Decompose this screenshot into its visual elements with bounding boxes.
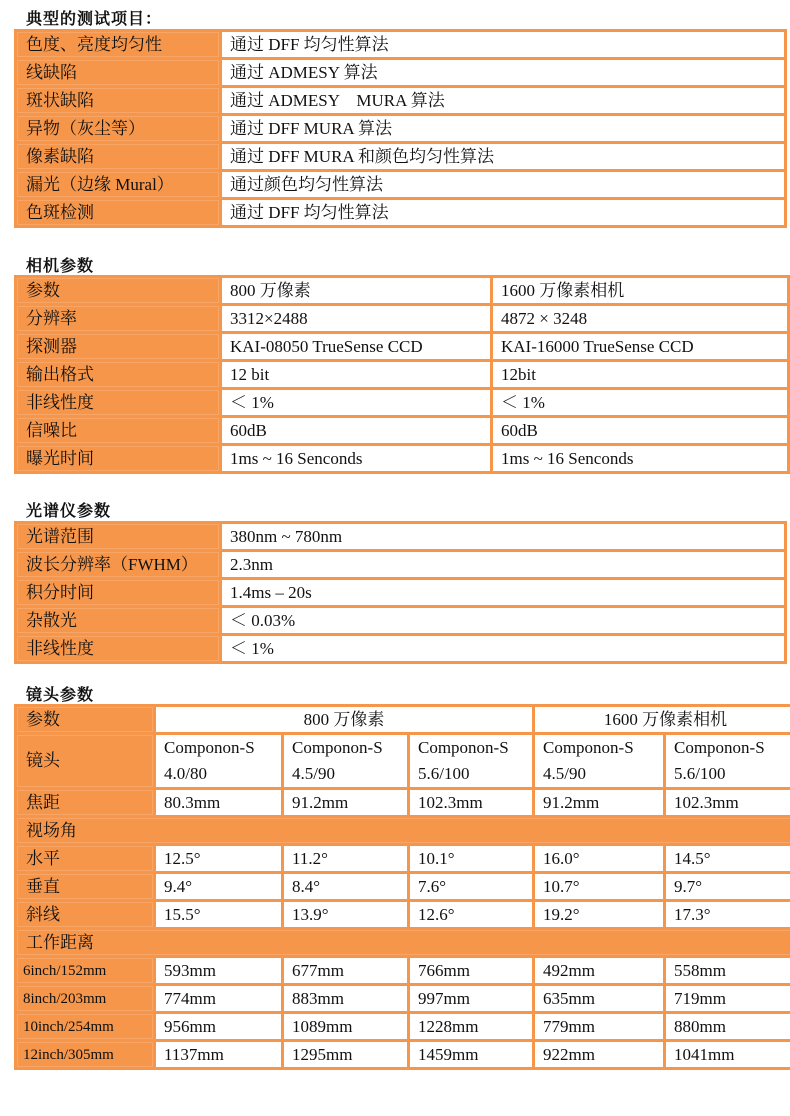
cell-line: 4.0/80 — [164, 764, 207, 783]
table-cell: 80.3mm — [156, 790, 281, 815]
section-header: 视场角 — [17, 818, 790, 843]
table-row — [17, 874, 790, 899]
table-cell: 10.1° — [410, 846, 532, 871]
table-row — [17, 902, 790, 927]
table-cell: 16.0° — [535, 846, 663, 871]
table-cell: 4872 × 3248 — [493, 306, 787, 331]
table-cell: 2.3nm — [222, 552, 784, 577]
row-label: 波长分辨率（FWHM） — [17, 552, 219, 577]
row-label: 曝光时间 — [17, 446, 219, 471]
table-cell: 11.2° — [284, 846, 407, 871]
row-label: 分辨率 — [17, 306, 219, 331]
table-row — [17, 1042, 790, 1067]
table-cell: ＜ 0.03% — [222, 608, 784, 633]
row-label: 杂散光 — [17, 608, 219, 633]
table-row — [17, 986, 790, 1011]
table-cell: 1.4ms – 20s — [222, 580, 784, 605]
table-cell: 774mm — [156, 986, 281, 1011]
table-row — [17, 1014, 790, 1039]
table-row — [17, 144, 784, 169]
table-cell: 通过颜色均匀性算法 — [222, 172, 784, 197]
row-label: 参数 — [17, 707, 153, 732]
row-label: 非线性度 — [17, 390, 219, 415]
table-cell: 通过 DFF 均匀性算法 — [222, 32, 784, 57]
table-cell: 91.2mm — [535, 790, 663, 815]
table-cell: 922mm — [535, 1042, 663, 1067]
table-cell: ＜ 1% — [222, 636, 784, 661]
row-label: 光谱范围 — [17, 524, 219, 549]
table-cell — [284, 735, 407, 787]
cell-line: Componon-S — [674, 738, 765, 757]
table-row — [17, 334, 787, 359]
camera-params-table — [14, 275, 790, 474]
table-cell: 1ms ~ 16 Senconds — [222, 446, 490, 471]
table-cell: 1ms ~ 16 Senconds — [493, 446, 787, 471]
table-cell: 779mm — [535, 1014, 663, 1039]
table-cell: 10.7° — [535, 874, 663, 899]
table-row — [17, 306, 787, 331]
table-cell: 12.5° — [156, 846, 281, 871]
table-cell: 60dB — [493, 418, 787, 443]
lens-params-title: 镜头参数 — [26, 685, 95, 704]
table-row — [17, 818, 790, 843]
table-cell: KAI-16000 TrueSense CCD — [493, 334, 787, 359]
cell-line: 5.6/100 — [418, 764, 470, 783]
cell-line: 4.5/90 — [543, 764, 586, 783]
table-cell: 通过 DFF MURA 算法 — [222, 116, 784, 141]
table-cell — [535, 735, 663, 787]
table-cell: KAI-08050 TrueSense CCD — [222, 334, 490, 359]
table-cell: 719mm — [666, 986, 790, 1011]
row-label: 水平 — [17, 846, 153, 871]
table-cell: 677mm — [284, 958, 407, 983]
table-cell: 14.5° — [666, 846, 790, 871]
cell-line: Componon-S — [543, 738, 634, 757]
table-cell: 956mm — [156, 1014, 281, 1039]
table-cell: 102.3mm — [410, 790, 532, 815]
table-cell: 102.3mm — [666, 790, 790, 815]
table-row — [17, 636, 784, 661]
table-cell: 1137mm — [156, 1042, 281, 1067]
table-row — [17, 88, 784, 113]
spectrometer-params-title: 光谱仪参数 — [26, 501, 112, 520]
table-cell: ＜ 1% — [222, 390, 490, 415]
table-cell: 766mm — [410, 958, 532, 983]
table-cell: 17.3° — [666, 902, 790, 927]
table-cell — [156, 735, 281, 787]
table-row — [17, 707, 790, 732]
table-cell: 1089mm — [284, 1014, 407, 1039]
table-cell: 通过 DFF MURA 和颜色均匀性算法 — [222, 144, 784, 169]
row-label: 6inch/152mm — [17, 958, 153, 983]
table-cell: 15.5° — [156, 902, 281, 927]
table-row — [17, 735, 790, 787]
table-cell: 380nm ~ 780nm — [222, 524, 784, 549]
table-row — [17, 608, 784, 633]
row-label: 漏光（边缘 Mural） — [17, 172, 219, 197]
table-cell: 7.6° — [410, 874, 532, 899]
table-row — [17, 116, 784, 141]
table-cell: 91.2mm — [284, 790, 407, 815]
row-label: 异物（灰尘等） — [17, 116, 219, 141]
table-cell: 通过 ADMESY MURA 算法 — [222, 88, 784, 113]
table-cell: 800 万像素 — [156, 707, 532, 732]
table-cell: 800 万像素 — [222, 278, 490, 303]
table-cell: 558mm — [666, 958, 790, 983]
table-cell: 12bit — [493, 362, 787, 387]
table-cell: 12 bit — [222, 362, 490, 387]
table-row — [17, 552, 784, 577]
table-cell: 1459mm — [410, 1042, 532, 1067]
table-row — [17, 846, 790, 871]
table-cell: 593mm — [156, 958, 281, 983]
table-cell: 883mm — [284, 986, 407, 1011]
row-label: 像素缺陷 — [17, 144, 219, 169]
camera-params-title: 相机参数 — [26, 256, 95, 275]
table-cell — [666, 735, 790, 787]
table-cell: 3312×2488 — [222, 306, 490, 331]
row-label: 非线性度 — [17, 636, 219, 661]
row-label: 镜头 — [17, 735, 153, 787]
row-label: 12inch/305mm — [17, 1042, 153, 1067]
section-header: 工作距离 — [17, 930, 790, 955]
cell-line: Componon-S — [292, 738, 383, 757]
table-cell: ＜ 1% — [493, 390, 787, 415]
table-row — [17, 958, 790, 983]
table-cell: 19.2° — [535, 902, 663, 927]
table-row — [17, 418, 787, 443]
cell-line: Componon-S — [164, 738, 255, 757]
table-cell: 1041mm — [666, 1042, 790, 1067]
table-row — [17, 790, 790, 815]
row-label: 焦距 — [17, 790, 153, 815]
table-row — [17, 200, 784, 225]
table-cell: 通过 ADMESY 算法 — [222, 60, 784, 85]
table-cell: 1228mm — [410, 1014, 532, 1039]
table-cell: 8.4° — [284, 874, 407, 899]
table-row — [17, 278, 787, 303]
table-row — [17, 390, 787, 415]
table-cell: 9.4° — [156, 874, 281, 899]
row-label: 探测器 — [17, 334, 219, 359]
table-row — [17, 60, 784, 85]
table-row — [17, 524, 784, 549]
cell-line: 5.6/100 — [674, 764, 726, 783]
row-label: 信噪比 — [17, 418, 219, 443]
table-row — [17, 580, 784, 605]
table-cell: 492mm — [535, 958, 663, 983]
cell-line: Componon-S — [418, 738, 509, 757]
table-cell: 1600 万像素相机 — [535, 707, 790, 732]
table-cell — [410, 735, 532, 787]
table-cell: 13.9° — [284, 902, 407, 927]
lens-params-table — [14, 704, 790, 1070]
table-cell: 880mm — [666, 1014, 790, 1039]
row-label: 8inch/203mm — [17, 986, 153, 1011]
row-label: 色斑检测 — [17, 200, 219, 225]
row-label: 参数 — [17, 278, 219, 303]
row-label: 线缺陷 — [17, 60, 219, 85]
row-label: 斑状缺陷 — [17, 88, 219, 113]
test-items-title: 典型的测试项目： — [26, 9, 163, 28]
table-row — [17, 32, 784, 57]
spectrometer-params-table — [14, 521, 787, 664]
table-row — [17, 930, 790, 955]
row-label: 垂直 — [17, 874, 153, 899]
row-label: 色度、亮度均匀性 — [17, 32, 219, 57]
table-cell: 997mm — [410, 986, 532, 1011]
table-cell: 1600 万像素相机 — [493, 278, 787, 303]
table-row — [17, 362, 787, 387]
row-label: 10inch/254mm — [17, 1014, 153, 1039]
row-label: 积分时间 — [17, 580, 219, 605]
row-label: 斜线 — [17, 902, 153, 927]
row-label: 输出格式 — [17, 362, 219, 387]
table-cell: 12.6° — [410, 902, 532, 927]
test-items-table — [14, 29, 787, 228]
cell-line: 4.5/90 — [292, 764, 335, 783]
table-row — [17, 172, 784, 197]
table-cell: 通过 DFF 均匀性算法 — [222, 200, 784, 225]
table-row — [17, 446, 787, 471]
table-cell: 60dB — [222, 418, 490, 443]
table-cell: 9.7° — [666, 874, 790, 899]
table-cell: 1295mm — [284, 1042, 407, 1067]
table-cell: 635mm — [535, 986, 663, 1011]
